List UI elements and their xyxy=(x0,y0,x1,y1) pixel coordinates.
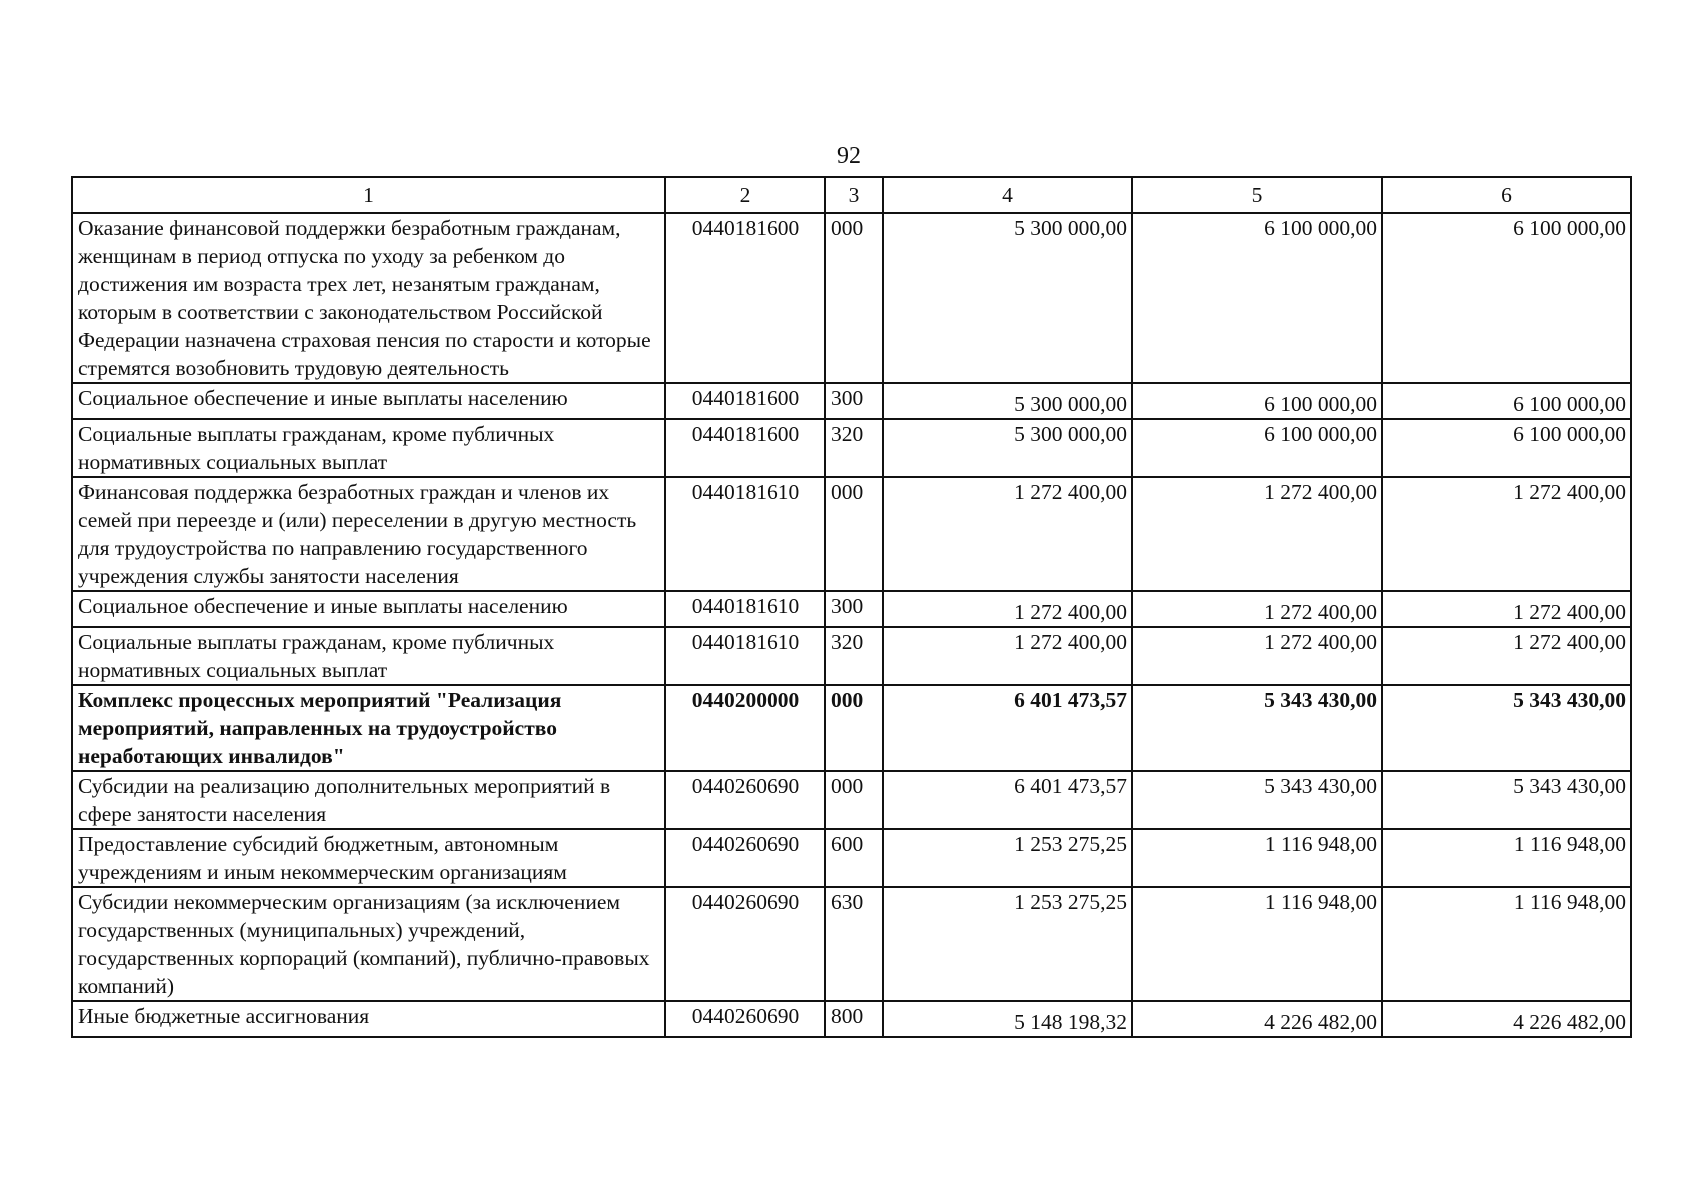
table-row xyxy=(72,685,1631,771)
row-amount-col4: 5 300 000,00 xyxy=(883,213,1132,383)
row-target-code: 0440260690 xyxy=(665,829,825,887)
row-target-code: 0440181600 xyxy=(665,213,825,383)
row-amount-col6: 6 100 000,00 xyxy=(1382,213,1631,383)
table-row xyxy=(72,1001,1631,1037)
row-amount-col4: 6 401 473,57 xyxy=(883,685,1132,771)
row-name: Оказание финансовой поддержки безработным гражданам, женщинам в период отпуска по уходу за ребенком до достижения им возраста трех лет, незанятым гражданам, которым в соответствии с законодательством Российской Федерации назначена страховая пенсия по старости и которые стремятся возобновить трудовую деятельность xyxy=(72,213,665,383)
row-target-code: 0440260690 xyxy=(665,1001,825,1037)
row-expense-kind: 600 xyxy=(825,829,883,887)
row-amount-col5: 5 343 430,00 xyxy=(1132,685,1382,771)
row-amount-col5: 1 272 400,00 xyxy=(1132,591,1382,627)
header-cell-col4: 4 xyxy=(883,177,1132,213)
row-name: Финансовая поддержка безработных граждан и членов их семей при переезде и (или) переселении в другую местность для трудоустройства по направлению государственного учреждения службы занятости населения xyxy=(72,477,665,591)
row-expense-kind: 800 xyxy=(825,1001,883,1037)
row-amount-col6: 1 116 948,00 xyxy=(1382,887,1631,1001)
page-number: 92 xyxy=(837,143,861,169)
row-target-code: 0440260690 xyxy=(665,887,825,1001)
row-amount-col5: 1 116 948,00 xyxy=(1132,829,1382,887)
row-target-code: 0440181600 xyxy=(665,383,825,419)
row-expense-kind: 300 xyxy=(825,591,883,627)
row-amount-col6: 6 100 000,00 xyxy=(1382,419,1631,477)
row-expense-kind: 000 xyxy=(825,213,883,383)
table-row xyxy=(72,627,1631,685)
row-name: Субсидии некоммерческим организациям (за исключением государственных (муниципальных) учреждений, государственных корпораций (компаний), публично-правовых компаний) xyxy=(72,887,665,1001)
row-name: Комплекс процессных мероприятий "Реализация мероприятий, направленных на трудоустройство неработающих инвалидов" xyxy=(72,685,665,771)
row-amount-col4: 1 253 275,25 xyxy=(883,887,1132,1001)
row-target-code: 0440181600 xyxy=(665,419,825,477)
row-amount-col6: 6 100 000,00 xyxy=(1382,383,1631,419)
row-amount-col4: 1 272 400,00 xyxy=(883,627,1132,685)
row-amount-col6: 1 272 400,00 xyxy=(1382,627,1631,685)
header-cell-col6: 6 xyxy=(1382,177,1631,213)
row-name: Иные бюджетные ассигнования xyxy=(72,1001,665,1037)
row-expense-kind: 320 xyxy=(825,627,883,685)
row-target-code: 0440260690 xyxy=(665,771,825,829)
table-row xyxy=(72,419,1631,477)
row-expense-kind: 000 xyxy=(825,477,883,591)
row-target-code: 0440181610 xyxy=(665,591,825,627)
table-row xyxy=(72,591,1631,627)
row-amount-col5: 1 272 400,00 xyxy=(1132,627,1382,685)
table-row xyxy=(72,771,1631,829)
row-amount-col4: 5 300 000,00 xyxy=(883,383,1132,419)
row-amount-col4: 1 253 275,25 xyxy=(883,829,1132,887)
row-amount-col6: 5 343 430,00 xyxy=(1382,771,1631,829)
row-name: Субсидии на реализацию дополнительных мероприятий в сфере занятости населения xyxy=(72,771,665,829)
row-amount-col6: 4 226 482,00 xyxy=(1382,1001,1631,1037)
header-row xyxy=(72,177,1631,213)
row-amount-col5: 1 272 400,00 xyxy=(1132,477,1382,591)
row-expense-kind: 000 xyxy=(825,771,883,829)
row-amount-col5: 5 343 430,00 xyxy=(1132,771,1382,829)
row-amount-col6: 1 272 400,00 xyxy=(1382,591,1631,627)
row-expense-kind: 000 xyxy=(825,685,883,771)
row-name: Предоставление субсидий бюджетным, автономным учреждениям и иным некоммерческим организациям xyxy=(72,829,665,887)
row-amount-col6: 1 116 948,00 xyxy=(1382,829,1631,887)
row-target-code: 0440181610 xyxy=(665,477,825,591)
table-row xyxy=(72,477,1631,591)
row-amount-col4: 1 272 400,00 xyxy=(883,591,1132,627)
header-cell-col2: 2 xyxy=(665,177,825,213)
row-amount-col4: 6 401 473,57 xyxy=(883,771,1132,829)
row-amount-col6: 1 272 400,00 xyxy=(1382,477,1631,591)
row-target-code: 0440181610 xyxy=(665,627,825,685)
row-expense-kind: 320 xyxy=(825,419,883,477)
row-expense-kind: 630 xyxy=(825,887,883,1001)
row-amount-col4: 5 148 198,32 xyxy=(883,1001,1132,1037)
row-amount-col6: 5 343 430,00 xyxy=(1382,685,1631,771)
row-amount-col5: 4 226 482,00 xyxy=(1132,1001,1382,1037)
table-row xyxy=(72,887,1631,1001)
table-row xyxy=(72,213,1631,383)
row-target-code: 0440200000 xyxy=(665,685,825,771)
header-cell-col5: 5 xyxy=(1132,177,1382,213)
row-amount-col5: 6 100 000,00 xyxy=(1132,419,1382,477)
header-cell-col3: 3 xyxy=(825,177,883,213)
row-amount-col4: 5 300 000,00 xyxy=(883,419,1132,477)
row-name: Социальные выплаты гражданам, кроме публичных нормативных социальных выплат xyxy=(72,419,665,477)
row-amount-col5: 6 100 000,00 xyxy=(1132,383,1382,419)
row-amount-col5: 1 116 948,00 xyxy=(1132,887,1382,1001)
budget-table xyxy=(71,176,1632,1038)
table-row xyxy=(72,829,1631,887)
row-amount-col4: 1 272 400,00 xyxy=(883,477,1132,591)
row-name: Социальное обеспечение и иные выплаты населению xyxy=(72,591,665,627)
row-name: Социальные выплаты гражданам, кроме публичных нормативных социальных выплат xyxy=(72,627,665,685)
table-row xyxy=(72,383,1631,419)
row-amount-col5: 6 100 000,00 xyxy=(1132,213,1382,383)
row-expense-kind: 300 xyxy=(825,383,883,419)
row-name: Социальное обеспечение и иные выплаты населению xyxy=(72,383,665,419)
header-cell-col1: 1 xyxy=(72,177,665,213)
